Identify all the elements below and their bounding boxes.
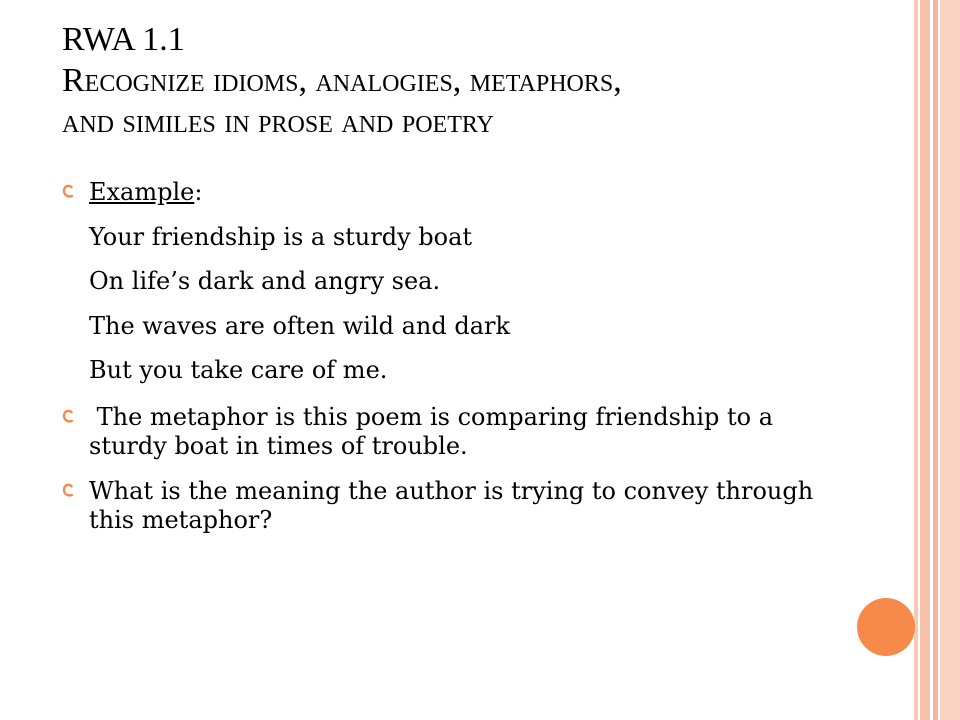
poem-line: Your friendship is a sturdy boat [89,222,473,251]
poem-line: But you take care of me. [89,356,388,385]
slide-title [62,20,882,142]
accent-circle [857,598,915,656]
title-line-1: RWA 1.1 [62,21,185,58]
curl-bullet-icon [62,409,75,425]
curl-bullet-icon [62,184,75,200]
example-colon: : [194,178,203,206]
bullet-example [62,178,852,208]
bullet-question [62,477,852,536]
poem-line: On life’s dark and angry sea. [89,267,441,296]
decorative-stripes [914,0,960,720]
title-line-3: and similes in prose and poetry [62,102,494,140]
curl-bullet-icon [62,483,75,499]
bullet-text: What is the meaning the author is trying to convey through this metaphor? [89,476,814,535]
title-line-2: Recognize idioms, analogies, metaphors, [62,61,622,99]
bullet-metaphor-explanation [62,403,852,462]
example-label: Example [89,178,195,206]
bullet-text: The metaphor is this poem is comparing friendship to a sturdy boat in times of trouble. [89,402,781,461]
stripe [940,0,960,720]
stripe [920,0,930,720]
poem-line: The waves are often wild and dark [89,311,511,340]
slide-content [62,178,852,536]
